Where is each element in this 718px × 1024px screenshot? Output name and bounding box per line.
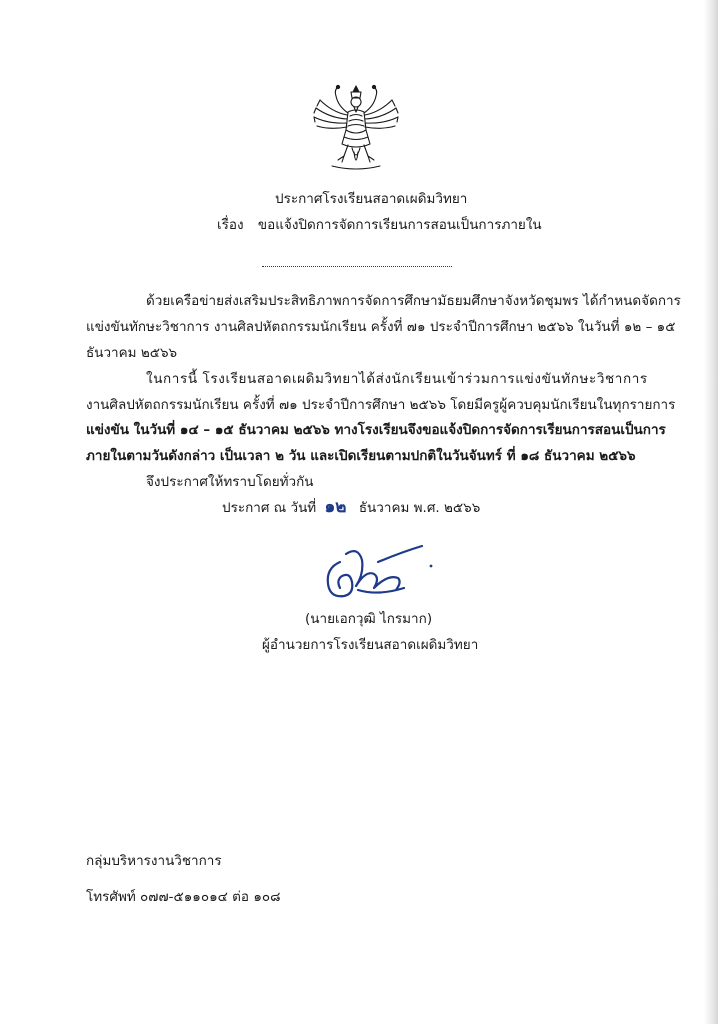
date-day-handwritten: ๑๒	[324, 497, 347, 517]
announcement-date	[222, 498, 480, 517]
date-suffix: ธันวาคม พ.ศ. ๒๕๖๖	[358, 500, 481, 516]
dotted-divider	[262, 266, 452, 267]
paragraph-2-line-1: ในการนี้ โรงเรียนสอาดเผดิมวิทยาได้ส่งนักเรียนเข้าร่วมการแข่งขันทักษะวิชาการ	[146, 371, 648, 387]
signer-name: (นายเอกวุฒิ ไกรมาก)	[305, 611, 433, 627]
page-edge-shadow	[704, 0, 718, 1024]
announcement-title: ประกาศโรงเรียนสอาดเผดิมวิทยา	[275, 191, 468, 207]
subject-text: ขอแจ้งปิดการจัดการเรียนการสอนเป็นการภายใน	[257, 217, 542, 233]
paragraph-2-line-3: แข่งขัน ในวันที่ ๑๔ – ๑๕ ธันวาคม ๒๕๖๖ ทางโรงเรียนจึงขอแจ้งปิดการจัดการเรียนการสอนเป็นการ	[86, 422, 666, 438]
paragraph-2-line-2: งานศิลปหัตถกรรมนักเรียน ครั้งที่ ๗๑ ประจำปีการศึกษา ๒๕๖๖ โดยมีครูผู้ควบคุมนักเรียนในทุกรายการ	[86, 397, 676, 413]
closing-statement: จึงประกาศให้ทราบโดยทั่วกัน	[146, 474, 314, 490]
paragraph-1-line-3: ธันวาคม ๒๕๖๖	[86, 345, 178, 361]
paragraph-1-line-1: ด้วยเครือข่ายส่งเสริมประสิทธิภาพการจัดการศึกษามัธยมศึกษาจังหวัดชุมพร ได้กำหนดจัดการ	[146, 293, 681, 309]
handwritten-signature	[318, 540, 436, 608]
signer-position: ผู้อำนวยการโรงเรียนสอาดเผดิมวิทยา	[262, 637, 479, 653]
footer-department: กลุ่มบริหารงานวิชาการ	[86, 853, 222, 869]
footer-phone: โทรศัพท์ ๐๗๗-๕๑๑๐๑๔ ต่อ ๑๐๘	[86, 889, 281, 905]
paragraph-2-line-4: ภายในตามวันดังกล่าว เป็นเวลา ๒ วัน และเปิดเรียนตามปกติในวันจันทร์ ที่ ๑๘ ธันวาคม ๒๕๖๖	[86, 448, 636, 464]
garuda-emblem-icon	[308, 82, 404, 174]
paragraph-1-line-2: แข่งขันทักษะวิชาการ งานศิลปหัตถกรรมนักเรียน ครั้งที่ ๗๑ ประจำปีการศึกษา ๒๕๖๖ ในวันที่ ๑๒ – ๑๕	[86, 319, 676, 335]
subject-label: เรื่อง	[217, 217, 244, 233]
subject-line	[217, 216, 542, 234]
date-prefix: ประกาศ ณ วันที่	[222, 500, 317, 516]
